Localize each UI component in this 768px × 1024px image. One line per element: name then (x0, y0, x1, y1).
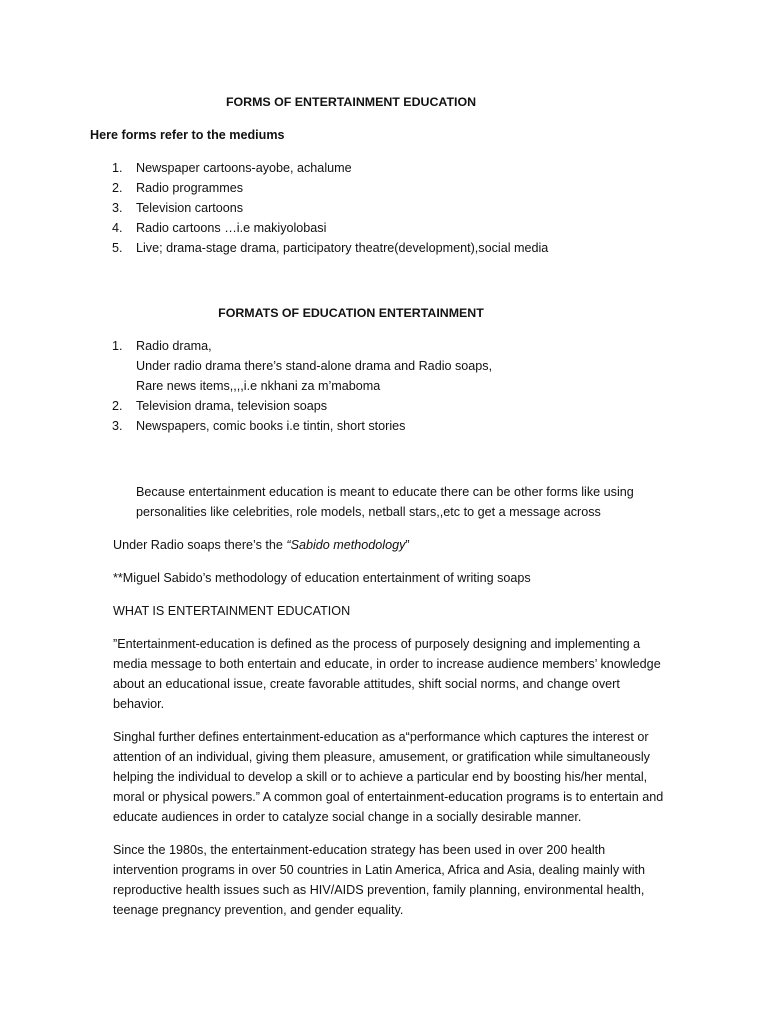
history-paragraph: Since the 1980s, the entertainment-education strategy has been used in over 200 health intervention programs in over 50 countries in Latin America, Africa and Asia, dealing mainly with reproductive health issues such as HIV/AIDS prevention, family planning, environmental health, teenage pregnancy prevention, and gender equality. (113, 843, 646, 917)
list-item: 1. Radio drama, Under radio drama there’s stand-alone drama and Radio soaps, Rare news items,,,,i.e nkhani za m’maboma (112, 339, 493, 393)
list-item: 3. Television cartoons (112, 201, 244, 215)
section1-title: FORMS OF ENTERTAINMENT EDUCATION (225, 95, 477, 109)
list-item: 2. Radio programmes (112, 181, 244, 195)
list-item: 2. Television drama, television soaps (112, 399, 328, 413)
list-item: 4. Radio cartoons …i.e makiyolobasi (112, 221, 327, 235)
forms-list (112, 158, 548, 258)
singhal-paragraph: Singhal further defines entertainment-education as a“performance which captures the interest or attention of an individual, giving them pleasure, amusement, or gratification while simultaneously helping the individual to develop a skill or to achieve a particular end by boosting his/her mental, moral or physical powers.” A common goal of entertainment-education programs is to entertain and educate audiences in order to catalyze social change in a socially desirable manner. (113, 730, 664, 824)
note-paragraph: Because entertainment education is meant to educate there can be other forms like using personalities like celebrities, role models, netball stars,,etc to get a message across (136, 485, 634, 519)
section1-subtitle: Here forms refer to the mediums (90, 128, 285, 142)
section2-title: FORMATS OF EDUCATION ENTERTAINMENT (218, 306, 484, 320)
list-item: 5. Live; drama-stage drama, participatory theatre(development),social media (112, 241, 549, 255)
miguel-line: **Miguel Sabido’s methodology of education entertainment of writing soaps (113, 571, 531, 585)
formats-list (112, 336, 492, 436)
list-item: 3. Newspapers, comic books i.e tintin, short stories (112, 419, 406, 433)
definition-paragraph: ”Entertainment-education is defined as the process of purposely designing and implementing a media message to both entertain and educate, in order to increase audience members’ knowledge about an educational issue, create favorable attitudes, shift social norms, and change overt behavior. (113, 637, 661, 711)
sabido-emphasis: “Sabido methodology (286, 538, 406, 552)
list-item: 1. Newspaper cartoons-ayobe, achalume (112, 161, 352, 175)
radio-soaps-line: Under Radio soaps there’s the “Sabido methodology” (113, 538, 410, 552)
what-is-heading: WHAT IS ENTERTAINMENT EDUCATION (113, 604, 351, 618)
